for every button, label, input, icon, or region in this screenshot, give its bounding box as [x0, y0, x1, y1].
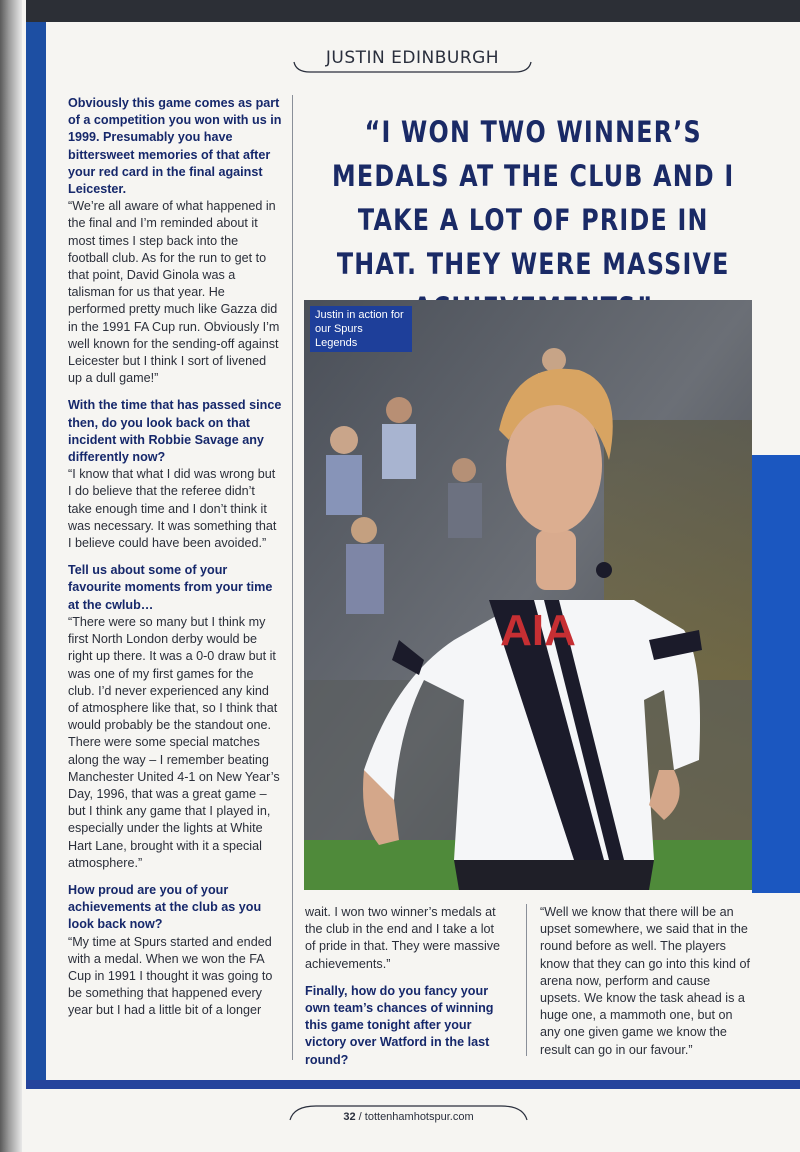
page-number: 32	[343, 1111, 356, 1123]
column-divider-1	[292, 95, 293, 1060]
pull-quote: “I WON TWO WINNER’S MEDALS AT THE CLUB AND I TAKE A LOT OF PRIDE IN THAT. THEY WERE MASSIVE	[332, 115, 735, 281]
question-4: How proud are you of your achievements at the club as you look back now?	[68, 882, 262, 932]
answer-3: “There were so many but I think my first North London derby would be right up there. It was a 0-0 draw but it was one of my first games for the club. I’d never experienced any kind of atmosphere like that, so I think that would probably be the standout one. There were some special matches along the way – I remember beating Manchester United 4-1 on New Year’s Day, 1996, that was a great game – but I think any game that I played in, especially under the lights at White Hart Lane, brought with it a special atmosphere.”	[68, 614, 280, 870]
footer-url[interactable]: tottenhamhotspur.com	[364, 1111, 474, 1123]
answer-2: “I know that what I did was wrong but I do believe that the referee didn’t take enough time and I don’t think it was necessary. It was something that I believe could have been avoided.”	[68, 467, 277, 551]
shirt-sponsor-text: AIA	[500, 606, 576, 655]
footer-text	[286, 1111, 531, 1123]
question-1: Obviously this game comes as part of a competition you won with us in 1999. Presumably you have bittersweet memories of that after your red card in the final against Leicester.	[68, 96, 282, 197]
column-middle	[305, 904, 503, 1069]
left-blue-stripe	[26, 22, 46, 1080]
player-photo-illustration	[304, 300, 752, 890]
question-3: Tell us about some of your favourite moments from your time at the cwlub…	[68, 563, 273, 612]
question-2: With the time that has passed since then, do you look back on that incident with Robbie Savage any differently now?	[68, 398, 282, 465]
column-divider-2	[526, 904, 527, 1056]
answer-1: “We’re all aware of what happened in the final and I’m reminded about it most times I step back into the football club. As for the run to get to that point, David Ginola was a talisman for us that year. He performed pretty much like Gazza did in the 1991 FA Cup run. Obviously I’m well known for the sending-off against Leicester but I think I sort of livened up a dull game!”	[68, 199, 280, 386]
column-right	[540, 904, 752, 1059]
header-title: JUSTIN EDINBURGH	[325, 48, 500, 68]
answer-5: “Well we know that there will be an upset somewhere, we said that in the round before as well. The players know that they can go into this kind of arena now, perform and cause upsets. We know the task ahead is a huge one, a mammoth one, but on any one given game we know the result can go in our favour.”	[540, 905, 751, 1057]
page-footer	[286, 1102, 531, 1132]
photo-caption: Justin in action for our Spurs Legends	[310, 306, 412, 352]
column-left	[68, 95, 282, 1020]
page-header	[290, 40, 535, 76]
right-blue-block	[752, 455, 800, 893]
answer-4-part2: wait. I won two winner’s medals at the club in the end and I take a lot of pride in that. They were massive achievements.”	[305, 905, 501, 971]
page-binding-shadow	[0, 0, 22, 1152]
top-dark-bar	[26, 0, 800, 22]
answer-4-part1: “My time at Spurs started and ended with a medal. When we won the FA Cup in 1991 I thought it was going to be something that happened every year but I had a little bit of a longer	[68, 934, 273, 1018]
bottom-blue-rule	[26, 1080, 800, 1089]
player-photo	[304, 300, 752, 890]
footer-separator: /	[355, 1111, 365, 1123]
question-5: Finally, how do you fancy your own team’s chances of winning this game tonight after your victory over Watford in the last round?	[305, 983, 494, 1067]
